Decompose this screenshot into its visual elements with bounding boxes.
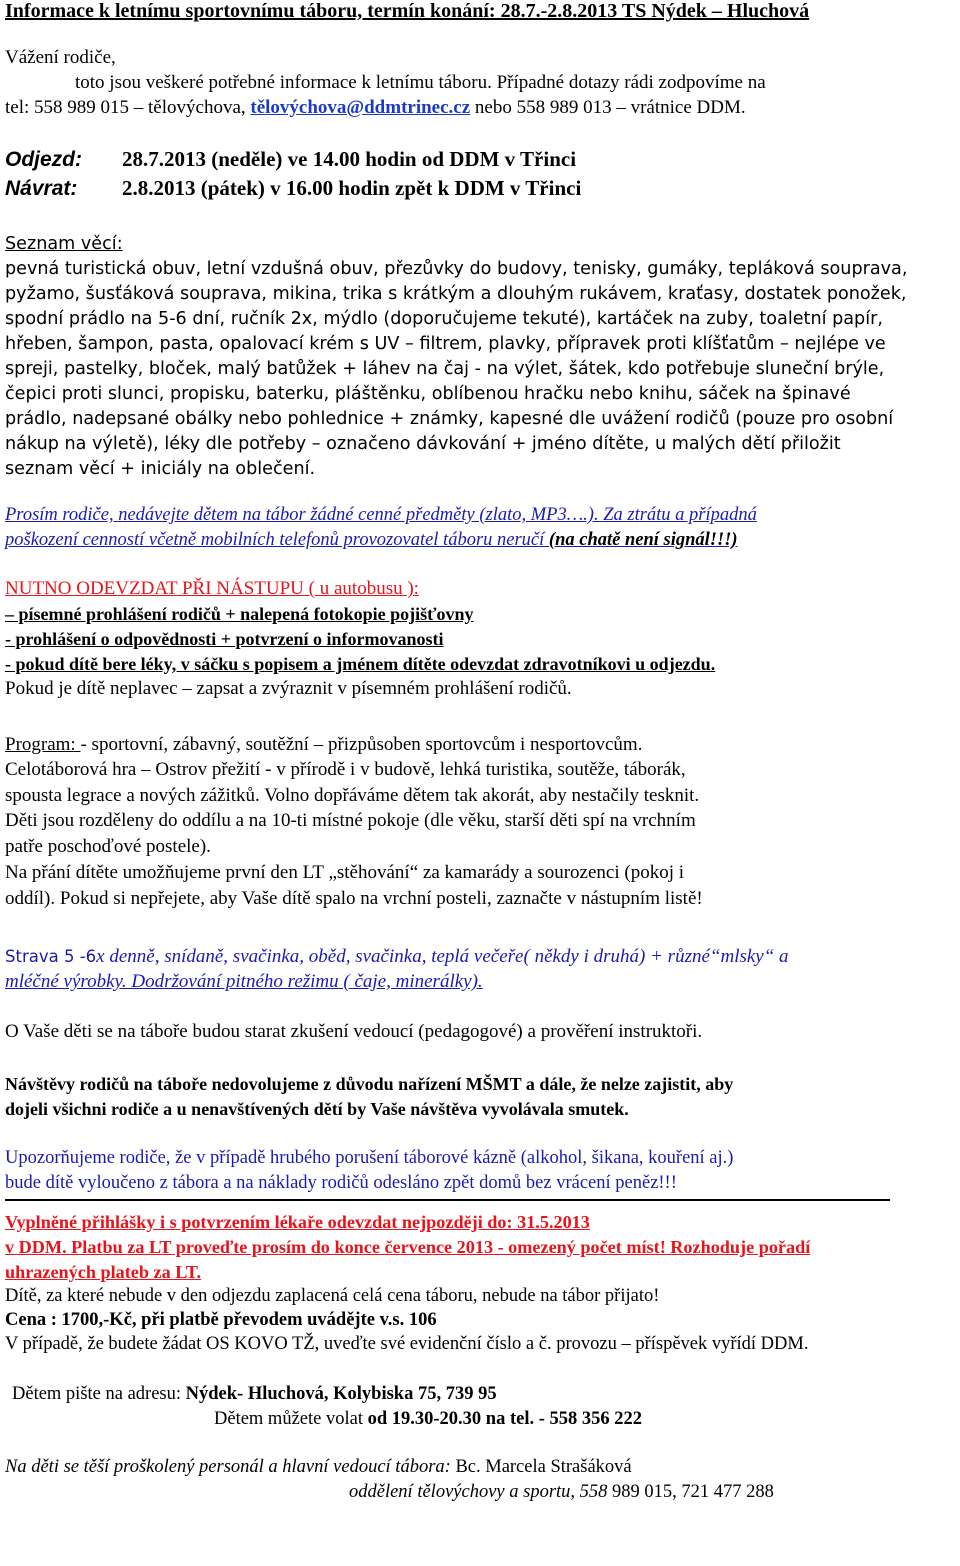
page-title: Informace k letnímu sportovnímu táboru, termín konání: 28.7.-2.8.2013 TS Nýdek – Hluchová [5, 0, 810, 22]
boarding-item-3: - pokud dítě bere léky, v sáčku s popisem a jménem dítěte odevzdat zdravotníkovi u odjezdu. [5, 654, 716, 674]
departure-line [5, 146, 576, 173]
email-link[interactable]: tělovýchova@ddmtrinec.cz [250, 97, 471, 118]
departure-label: Odjezd: [5, 148, 82, 171]
footer-line-2 [349, 1480, 774, 1504]
payment-line-1: Dítě, za které nebude v den odjezdu zaplacená celá cena táboru, nebude na tábor přijato! [5, 1286, 660, 1306]
address-label: Dětem pište na adresu: [12, 1384, 186, 1404]
footer-line-1 [5, 1455, 632, 1479]
items-list-line: prádlo, nadepsané obálky nebo pohlednice + známky, kapesné dle uvážení rodičů (pouze pro osobní [5, 409, 894, 429]
valuables-line-1 [5, 503, 757, 527]
program-text: - sportovní, zábavný, soutěžní – přizpůsoben sportovcům i nesportovcům. [80, 734, 643, 755]
address-line [12, 1382, 497, 1406]
program-label: Program: [5, 734, 81, 755]
boarding-item-2: - prohlášení o odpovědnosti + potvrzení o informovanosti [5, 629, 444, 649]
warning-line-2: bude dítě vyloučeno z tábora a na náklady rodičů odesláno zpět domů bez vrácení peněz!!! [5, 1173, 677, 1193]
no-signal-note: (na chatě není signál!!!) [548, 530, 738, 550]
program-line: Děti jsou rozděleny do oddílu a na 10-ti místné pokoje (dle věku, starší děti spí na vrchním [5, 810, 696, 832]
items-list-line: pyžamo, šusťáková souprava, mikina, trika s krátkým a dlouhým rukávem, kraťasy, dostatek ponožek, [5, 284, 907, 304]
section-divider [5, 1199, 890, 1201]
meals-text: x denně, snídaně, svačinka, oběd, svačinka, teplá večeře( někdy i druhá) + různé“mlsky“ a [96, 946, 789, 967]
meals-line-1 [5, 945, 789, 969]
deadline-line-3: uhrazených plateb za LT. [5, 1262, 202, 1282]
department-text: oddělení tělovýchovy a sportu, 558 [349, 1482, 613, 1502]
footer-text: Na děti se těší proškolený personál a hlavní vedoucí tábora: [5, 1457, 456, 1477]
items-list-line: spreji, pastelky, bloček, malý batůžek + láhev na čaj - na výlet, šátek, kdo potřebuje sluneční brýle, [5, 359, 885, 379]
boarding-heading: NUTNO ODEVZDAT PŘI NÁSTUPU ( u autobusu ): [5, 578, 419, 599]
program-line: patře poschoďové postele). [5, 836, 211, 858]
warning-line-1: Upozorňujeme rodiče, že v případě hrubého porušení táborové kázně (alkohol, šikana, kouření aj.) [5, 1148, 734, 1168]
liability-text-2: poškození cenností včetně mobilních telefonů provozovatel táboru neručí [5, 530, 549, 550]
intro-line-2 [5, 96, 746, 120]
items-list-line: spodní prádlo na 5-6 dní, ručník 2x, mýdlo (doporučujeme tekuté), kartáček na zuby, toaletní papír, [5, 309, 883, 329]
intro-line-1: toto jsou veškeré potřebné informace k letnímu táboru. Případné dotazy rádi zodpovíme na [75, 72, 766, 93]
phone-line [214, 1407, 642, 1431]
deadline-line-1: Vyplněné přihlášky i s potvrzením lékaře odevzdat nejpozději do: 31.5.2013 [5, 1212, 590, 1232]
visits-line-1: Návštěvy rodičů na táboře nedovolujeme z důvodu nařízení MŠMT a dále, že nelze zajistit, aby [5, 1074, 734, 1094]
meals-label: Strava 5 -6 [5, 947, 97, 966]
swimmer-note: Pokud je dítě neplavec – zapsat a zvýraznit v písemném prohlášení rodičů. [5, 678, 572, 699]
items-list-line: pevná turistická obuv, letní vzdušná obuv, přezůvky do budovy, tenisky, gumáky, tepláková souprava, [5, 259, 908, 279]
boarding-item-1: – písemné prohlášení rodičů + nalepená fotokopie pojišťovny [5, 604, 474, 624]
return-label: Návrat: [5, 177, 78, 200]
phone-value: od 19.30-20.30 na tel. - 558 356 222 [367, 1409, 643, 1429]
program-line: oddíl). Pokud si nepřejete, aby Vaše dítě spalo na vrchní posteli, zaznačte v nástupním listě! [5, 887, 703, 909]
deadline-line-2: v DDM. Platbu za LT proveďte prosím do konce července 2013 - omezený počet míst! Rozhoduje pořadí [5, 1237, 811, 1257]
liability-text: Za ztrátu a případná [603, 505, 757, 525]
salutation: Vážení rodiče, [5, 47, 116, 68]
department-phones: 989 015, 721 477 288 [612, 1482, 774, 1502]
meals-line-2: mléčné výrobky. Dodržování pitného režimu ( čaje, minerálky). [5, 971, 483, 992]
return-value: 2.8.2013 (pátek) v 16.00 hodin zpět k DDM v Třinci [122, 176, 582, 200]
valuables-text: Prosím rodiče, nedávejte dětem na tábor žádné cenné předměty (zlato, MP3….). [5, 505, 604, 525]
payment-line-3: V případě, že budete žádat OS KOVO TŽ, uveďte své evidenční číslo a č. provozu – příspěvek vyřídí DDM. [5, 1334, 809, 1354]
price-line: Cena : 1700,-Kč, při platbě převodem uvádějte v.s. 106 [5, 1310, 437, 1330]
items-list-line: nákup na výletě), léky dle potřeby – označeno dávkování + jméno dítěte, u malých dětí přiložit [5, 434, 841, 454]
address-value: Nýdek- Hluchová, Kolybiska 75, 739 95 [185, 1384, 497, 1404]
items-heading: Seznam věcí: [5, 234, 123, 254]
visits-line-2: dojeli všichni rodiče a u nenavštívených dětí by Vaše návštěva vyvolávala smutek. [5, 1099, 629, 1119]
items-list-line: hřeben, šampon, pasta, opalovací krém s UV – filtrem, plavky, přípravek proti klíšťatům – nejlépe ve [5, 334, 886, 354]
staff-note: O Vaše děti se na táboře budou starat zkušení vedoucí (pedagogové) a prověření instruktoři. [5, 1021, 703, 1042]
return-line [5, 175, 581, 202]
program-line-1 [5, 733, 642, 757]
items-list-line: čepici proti slunci, propisku, baterku, pláštěnku, oblíbenou hračku nebo knihu, sáček na špinavé [5, 384, 851, 404]
program-line: Celotáborová hra – Ostrov přežití - v přírodě i v budově, lehká turistika, soutěže, táborák, [5, 759, 686, 780]
intro-text: tel: 558 989 015 – tělovýchova, [5, 97, 251, 118]
items-list-line: seznam věcí + iniciály na oblečení. [5, 459, 316, 479]
valuables-line-2 [5, 528, 738, 552]
program-line: Na přání dítěte umožňujeme první den LT „stěhování“ za kamarády a sourozenci (pokoj i [5, 861, 685, 883]
intro-text-end: nebo 558 989 013 – vrátnice DDM. [470, 97, 746, 118]
phone-label: Dětem můžete volat [214, 1409, 368, 1429]
program-line: spousta legrace a nových zážitků. Volno dopřáváme dětem tak akorát, aby nestačily tesknit. [5, 784, 700, 806]
leader-name: Bc. Marcela Strašáková [455, 1457, 632, 1477]
departure-value: 28.7.2013 (neděle) ve 14.00 hodin od DDM v Třinci [122, 147, 577, 171]
